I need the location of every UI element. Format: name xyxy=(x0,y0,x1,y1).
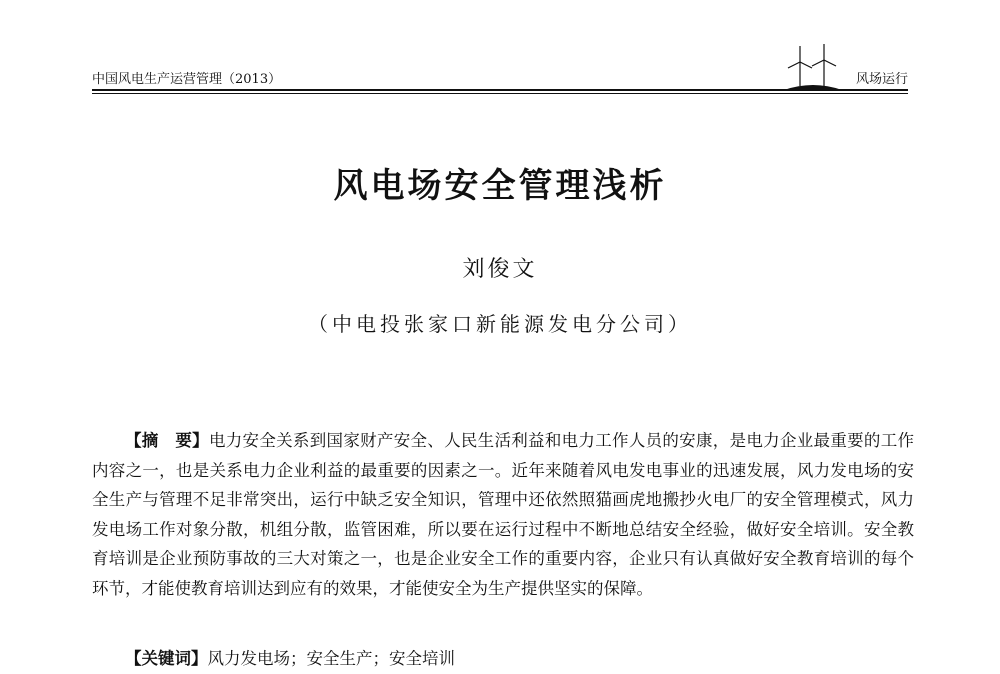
running-header xyxy=(92,40,908,92)
article-title: 风电场安全管理浅析 xyxy=(333,166,667,206)
header-rule xyxy=(92,89,908,91)
section-name: 风场运行 xyxy=(855,72,908,87)
abstract-text: 电力安全关系到国家财产安全、人民生活利益和电力工作人员的安康，是电力企业最重要的工作内容之一，也是关系电力企业利益的最重要的因素之一。近年来随着风电发电事业的迅速发展，风力发电场的安全生产与管理不足非常突出，运行中缺乏安全知识，管理中还依然照猫画虎地搬抄火电厂的安全管理模式，风力发电场工作对象分散，机组分散，监管困难，所以要在运行过程中不断地总结安全经验，做好安全培训。安全教育培训是企业预防事故的三大对策之一，也是企业安全工作的重要内容，企业只有认真做好安全教育培训的每个环节，才能使教育培训达到应有的效果，才能使安全为生产提供坚实的保障。 xyxy=(92,431,915,598)
wind-turbine-icon xyxy=(784,42,842,90)
journal-name: 中国风电生产运营管理（2013） xyxy=(92,72,282,87)
keywords-label: 【关键词】 xyxy=(125,649,208,668)
keywords-text: 风力发电场；安全生产；安全培训 xyxy=(207,649,455,668)
author-name: 刘俊文 xyxy=(462,257,538,282)
keywords xyxy=(92,644,914,674)
header-rule-thin xyxy=(92,93,908,94)
abstract xyxy=(92,426,914,603)
abstract-label: 【摘 要】 xyxy=(125,431,209,450)
author-affiliation: （中电投张家口新能源发电分公司） xyxy=(308,312,692,336)
